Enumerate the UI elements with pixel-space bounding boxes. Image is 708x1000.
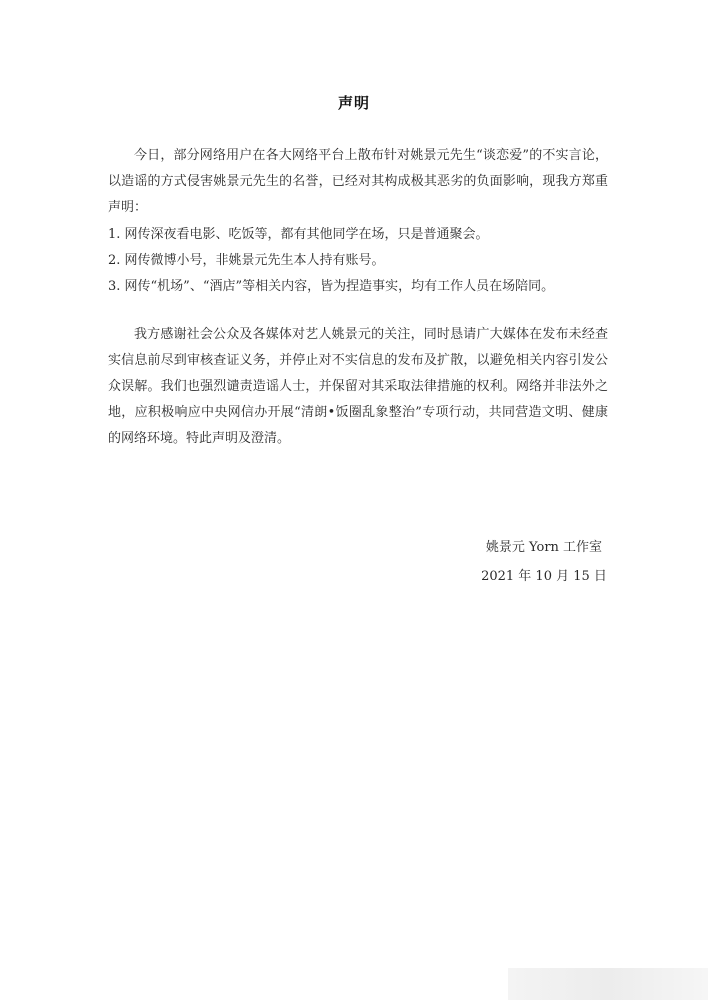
- closing-paragraph: 我方感谢社会公众及各媒体对艺人姚景元的关注，同时恳请广大媒体在发布未经查实信息前尽到审核查证义务，并停止对不实信息的发布及扩散，以避免相关内容引发公众误解。我们也强烈谴责造谣人士，并保留对其采取法律措施的权利。网络并非法外之地，应积极响应中央网信办开展“清朗•饭圈乱象整治”专项行动，共同营造文明、健康的网络环境。特此声明及澄清。: [108, 327, 608, 446]
- statement-list: [108, 222, 608, 300]
- signature-name: 姚景元 Yorn 工作室: [485, 540, 603, 555]
- signature-date: 2021 年 10 月 15 日: [481, 569, 607, 584]
- list-item: 2. 网传微博小号，非姚景元先生本人持有账号。: [108, 253, 385, 268]
- document-title: 声明: [337, 94, 370, 112]
- list-item: 1. 网传深夜看电影、吃饭等，都有其他同学在场，只是普通聚会。: [108, 227, 489, 242]
- intro-paragraph: 今日，部分网络用户在各大网络平台上散布针对姚景元先生“谈恋爱”的不实言论，以造谣的方式侵害姚景元先生的名誉，已经对其构成极其恶劣的负面影响，现我方郑重声明：: [108, 148, 608, 215]
- scan-shadow: [508, 968, 708, 1000]
- list-item: 3. 网传“机场”、“酒店”等相关内容，皆为捏造事实，均有工作人员在场陪同。: [108, 279, 555, 294]
